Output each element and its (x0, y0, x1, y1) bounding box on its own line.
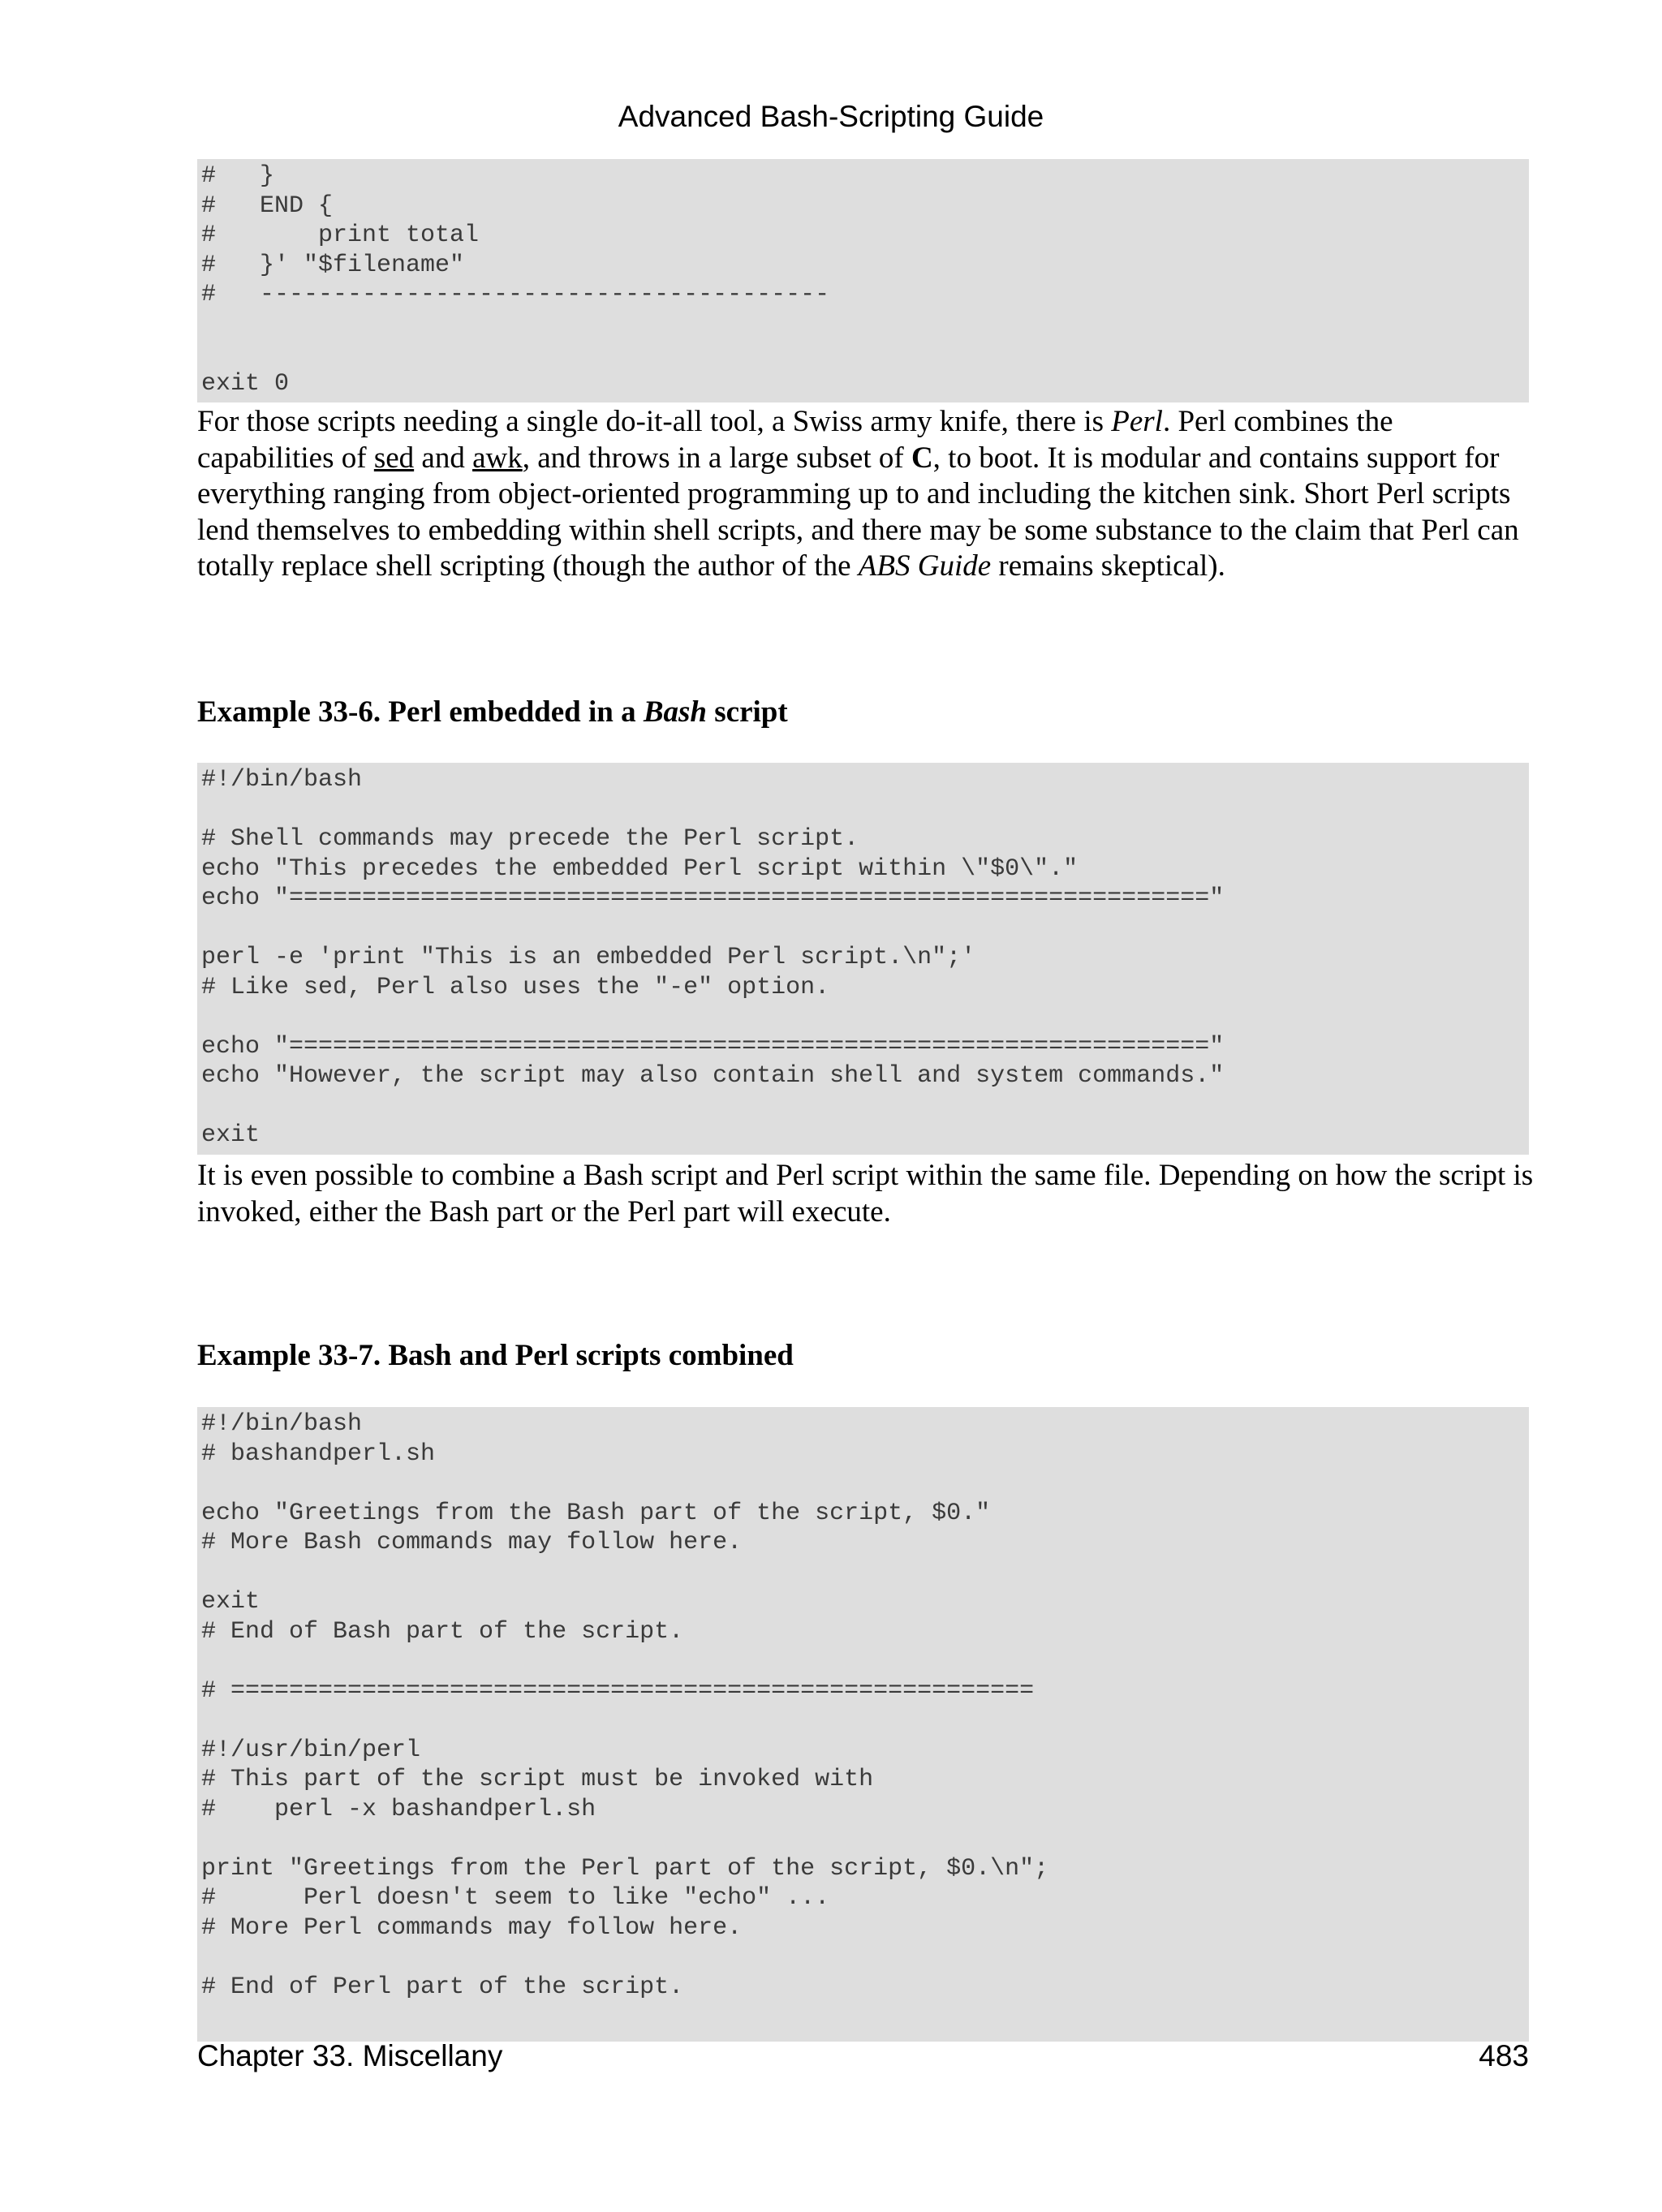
paragraph-text: and (414, 441, 473, 475)
running-header: Advanced Bash-Scripting Guide (618, 100, 1044, 133)
example-33-7-title: Example 33-7. Bash and Perl scripts combined (197, 1339, 794, 1372)
abs-guide-emphasis: ABS Guide (858, 549, 992, 583)
paragraph-perl-intro (197, 404, 1536, 585)
example-33-6-title (197, 695, 788, 730)
example-title-emphasis: Bash (643, 695, 707, 729)
paragraph-text: remains skeptical). (991, 549, 1225, 583)
paragraph-text: , and throws in a large subset of (522, 441, 911, 475)
footer-chapter: Chapter 33. Miscellany (197, 2039, 503, 2072)
paragraph-combine-scripts: It is even possible to combine a Bash script and Perl script within the same file. Depending on how the script is invoked, either the Bash part or the Perl part will execute. (197, 1159, 1534, 1229)
code-block-example-33-6: #!/bin/bash # Shell commands may precede the Perl script. echo "This precedes the embedded Perl script within \"$0\"." echo "===============================================================" perl -e 'print "This is an embedded Perl script.\n";' # Like sed, Perl also uses the "-e" option. echo "===============================================================" echo "However, the script may also contain shell and system commands." exit (197, 763, 1529, 1155)
example-title-text: script (707, 695, 788, 729)
paragraph-text: , to boot. It is modular and contains support for everything ranging from object-oriented programming up to and including the kitchen sink. Short Perl scripts lend themselves to embedding within shell scripts, and there may be some substance to the claim that Perl can totally replace shell scripting (though the author of the (197, 441, 1519, 583)
perl-emphasis: Perl (1111, 405, 1163, 438)
sed-link[interactable]: sed (373, 441, 415, 475)
paragraph-text: . Perl combines the capabilities of (197, 405, 1393, 475)
awk-link[interactable]: awk (472, 441, 523, 475)
code-block-example-33-7: #!/bin/bash # bashandperl.sh echo "Greetings from the Bash part of the script, $0." # More Bash commands may follow here. exit # End of Bash part of the script. # ======================================================= #!/usr/bin/perl # This part of the script must be invoked with # perl -x bashandperl.sh print "Greetings from the Perl part of the script, $0.\n"; # Perl doesn't seem to like "echo" ... # More Perl commands may follow here. # End of Perl part of the script. (197, 1407, 1529, 2042)
paragraph-text: For those scripts needing a single do-it-all tool, a Swiss army knife, there is (197, 405, 1112, 438)
footer-page-number: 483 (1479, 2039, 1529, 2072)
example-title-text: Example 33-6. Perl embedded in a (197, 695, 644, 729)
code-block-awk-tail: # } # END { # print total # }' "$filename" # --------------------------------------- exit 0 (197, 159, 1529, 402)
c-language-bold: C (911, 441, 933, 475)
